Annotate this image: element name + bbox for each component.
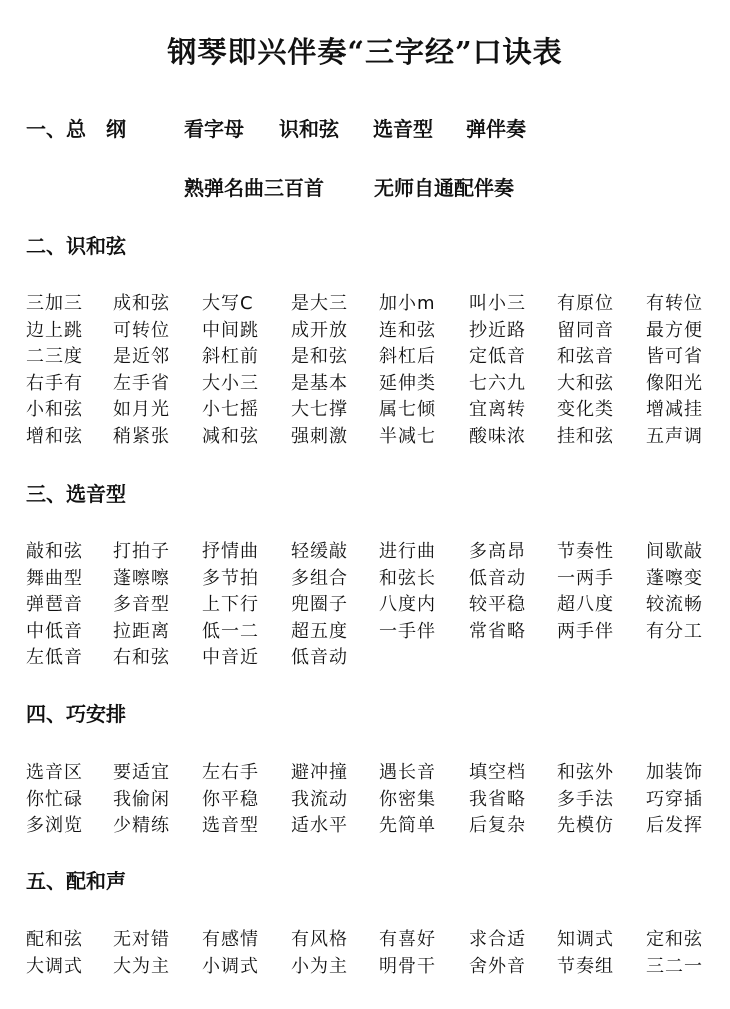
verse-phrase: 大为主 (113, 955, 170, 977)
verse-phrase: 如月光 (113, 399, 170, 420)
verse-phrase: 小七摇 (202, 399, 259, 420)
verse-phrase: 多手法 (557, 788, 614, 810)
verse-phrase: 遇长音 (379, 762, 436, 783)
verse-phrase: 斜杠后 (379, 346, 436, 367)
outline-phrase: 看字母 (184, 117, 244, 141)
verse-phrase: 先模仿 (557, 815, 614, 836)
harmony-verse-grid (26, 925, 716, 978)
verse-phrase: 打拍子 (113, 541, 170, 562)
verse-phrase: 敲和弦 (26, 541, 83, 562)
verse-phrase: 低一二 (202, 620, 259, 642)
verse-phrase: 拉距离 (113, 620, 170, 642)
verse-phrase: 小为主 (291, 955, 348, 977)
verse-phrase: 边上跳 (26, 319, 83, 341)
verse-phrase: 有喜好 (379, 929, 436, 950)
verse-phrase: 间歇敲 (646, 541, 703, 562)
verse-row (26, 422, 716, 449)
verse-phrase: 舞曲型 (26, 567, 83, 589)
verse-phrase: 较平稳 (469, 594, 526, 615)
verse-phrase: 成和弦 (113, 293, 170, 314)
verse-phrase: 三二一 (646, 955, 703, 977)
verse-phrase: 常省略 (469, 620, 526, 642)
outline-line-1 (184, 113, 526, 142)
verse-phrase: 填空档 (469, 762, 526, 783)
verse-row (26, 617, 716, 644)
verse-phrase: 无对错 (113, 929, 170, 950)
verse-phrase: 进行曲 (379, 541, 436, 562)
verse-phrase: 和弦长 (379, 567, 436, 589)
verse-phrase: 皆可省 (646, 346, 703, 367)
verse-phrase: 有风格 (291, 929, 348, 950)
verse-phrase: 和弦外 (557, 762, 614, 783)
verse-phrase: 兜圈子 (291, 594, 348, 615)
arrangement-verse-grid (26, 758, 716, 838)
verse-phrase: 属七倾 (379, 399, 436, 420)
verse-phrase: 三加三 (26, 293, 83, 314)
verse-phrase: 加装饰 (646, 762, 703, 783)
verse-phrase: 大和弦 (557, 372, 614, 394)
section-heading-harmony: 五、配和声 (26, 869, 126, 893)
patterns-verse-grid (26, 537, 716, 670)
verse-phrase: 加小m (379, 293, 436, 314)
verse-phrase: 节奏性 (557, 541, 614, 562)
verse-phrase: 后发挥 (646, 815, 703, 836)
verse-phrase: 求合适 (469, 929, 526, 950)
verse-phrase: 左右手 (202, 762, 259, 783)
verse-row (26, 342, 716, 369)
verse-phrase: 低音动 (469, 567, 526, 589)
outline-line-2 (184, 172, 514, 201)
verse-phrase: 多组合 (291, 567, 348, 589)
verse-phrase: 最方便 (646, 319, 703, 341)
verse-phrase: 多浏览 (26, 815, 83, 836)
section-heading-arrangement: 四、巧安排 (26, 702, 126, 726)
verse-phrase: 有感情 (202, 929, 259, 950)
verse-phrase: 可转位 (113, 319, 170, 341)
verse-phrase: 增和弦 (26, 425, 83, 447)
chords-verse-grid (26, 289, 716, 448)
verse-phrase: 抒情曲 (202, 541, 259, 562)
verse-phrase: 多音型 (113, 594, 170, 615)
verse-phrase: 增减挂 (646, 399, 703, 420)
verse-phrase: 强刺激 (291, 425, 348, 447)
verse-phrase: 大调式 (26, 955, 83, 977)
verse-phrase: 留同音 (557, 319, 614, 341)
verse-phrase: 舍外音 (469, 955, 526, 977)
verse-phrase: 右手有 (26, 372, 83, 394)
verse-row (26, 395, 716, 422)
verse-phrase: 是大三 (291, 293, 348, 314)
verse-phrase: 选音型 (202, 815, 259, 836)
verse-phrase: 中间跳 (202, 319, 259, 341)
section-heading-patterns: 三、选音型 (26, 482, 126, 506)
verse-phrase: 中音近 (202, 647, 259, 668)
section-heading-chords: 二、识和弦 (26, 234, 126, 258)
verse-phrase: 节奏组 (557, 955, 614, 977)
verse-row (26, 785, 716, 812)
verse-phrase: 大写C (202, 293, 254, 314)
verse-phrase: 知调式 (557, 929, 614, 950)
verse-row (26, 564, 716, 591)
verse-phrase: 弹琶音 (26, 594, 83, 615)
verse-phrase: 少精练 (113, 815, 170, 836)
verse-row (26, 952, 716, 979)
verse-row (26, 925, 716, 952)
outline-phrase: 识和弦 (279, 117, 339, 141)
verse-phrase: 配和弦 (26, 929, 83, 950)
verse-phrase: 七六九 (469, 372, 526, 394)
verse-phrase: 后复杂 (469, 815, 526, 836)
page-title: 钢琴即兴伴奏“三字经”口诀表 (167, 35, 563, 69)
outline-phrase: 弹伴奏 (466, 117, 526, 141)
verse-row (26, 643, 716, 670)
verse-phrase: 叫小三 (469, 293, 526, 314)
verse-phrase: 和弦音 (557, 346, 614, 367)
verse-phrase: 要适宜 (113, 762, 170, 783)
verse-phrase: 蓬嚓嚓 (113, 567, 170, 589)
verse-phrase: 上下行 (202, 594, 259, 615)
verse-phrase: 大小三 (202, 372, 259, 394)
verse-phrase: 选音区 (26, 762, 83, 783)
verse-phrase: 较流畅 (646, 594, 703, 615)
verse-phrase: 变化类 (557, 399, 614, 420)
verse-phrase: 巧穿插 (646, 788, 703, 810)
verse-phrase: 你密集 (379, 788, 436, 810)
verse-phrase: 定低音 (469, 346, 526, 367)
verse-phrase: 右和弦 (113, 647, 170, 668)
verse-phrase: 蓬嚓变 (646, 567, 703, 589)
verse-phrase: 避冲撞 (291, 762, 348, 783)
verse-phrase: 左低音 (26, 647, 83, 668)
verse-row (26, 289, 716, 316)
verse-phrase: 左手省 (113, 372, 170, 394)
verse-phrase: 酸味浓 (469, 425, 526, 447)
verse-phrase: 两手伴 (557, 620, 614, 642)
verse-phrase: 超八度 (557, 594, 614, 615)
verse-phrase: 五声调 (646, 425, 703, 447)
verse-phrase: 减和弦 (202, 425, 259, 447)
verse-phrase: 我流动 (291, 788, 348, 810)
section-heading-outline: 一、总 纲 (26, 117, 126, 141)
verse-phrase: 小和弦 (26, 399, 83, 420)
verse-phrase: 明骨干 (379, 955, 436, 977)
verse-phrase: 宜离转 (469, 399, 526, 420)
verse-row (26, 811, 716, 838)
verse-phrase: 小调式 (202, 955, 259, 977)
verse-phrase: 稍紧张 (113, 425, 170, 447)
verse-phrase: 有分工 (646, 620, 703, 642)
verse-phrase: 八度内 (379, 594, 436, 615)
verse-phrase: 超五度 (291, 620, 348, 642)
verse-phrase: 低音动 (291, 647, 348, 668)
verse-phrase: 你平稳 (202, 788, 259, 810)
verse-phrase: 二三度 (26, 346, 83, 367)
verse-phrase: 大七撑 (291, 399, 348, 420)
verse-phrase: 是近邻 (113, 346, 170, 367)
verse-phrase: 定和弦 (646, 929, 703, 950)
verse-phrase: 多高昂 (469, 541, 526, 562)
verse-phrase: 有原位 (557, 293, 614, 314)
verse-phrase: 像阳光 (646, 372, 703, 394)
verse-row (26, 758, 716, 785)
verse-phrase: 半减七 (379, 425, 436, 447)
verse-row (26, 590, 716, 617)
verse-row (26, 369, 716, 396)
verse-phrase: 是基本 (291, 372, 348, 394)
verse-row (26, 537, 716, 564)
verse-phrase: 先简单 (379, 815, 436, 836)
verse-phrase: 你忙碌 (26, 788, 83, 810)
outline-phrase: 无师自通配伴奏 (374, 176, 514, 200)
outline-phrase: 选音型 (373, 117, 433, 141)
verse-row (26, 316, 716, 343)
verse-phrase: 适水平 (291, 815, 348, 836)
verse-phrase: 成开放 (291, 319, 348, 341)
verse-phrase: 一两手 (557, 567, 614, 589)
verse-phrase: 多节拍 (202, 567, 259, 589)
verse-phrase: 是和弦 (291, 346, 348, 367)
verse-phrase: 抄近路 (469, 319, 526, 341)
verse-phrase: 我偷闲 (113, 788, 170, 810)
verse-phrase: 我省略 (469, 788, 526, 810)
outline-phrase: 熟弹名曲三百首 (184, 176, 324, 200)
verse-phrase: 轻缓敲 (291, 541, 348, 562)
verse-phrase: 有转位 (646, 293, 703, 314)
verse-phrase: 挂和弦 (557, 425, 614, 447)
verse-phrase: 连和弦 (379, 319, 436, 341)
verse-phrase: 中低音 (26, 620, 83, 642)
verse-phrase: 一手伴 (379, 620, 436, 642)
verse-phrase: 延伸类 (379, 372, 436, 394)
verse-phrase: 斜杠前 (202, 346, 259, 367)
